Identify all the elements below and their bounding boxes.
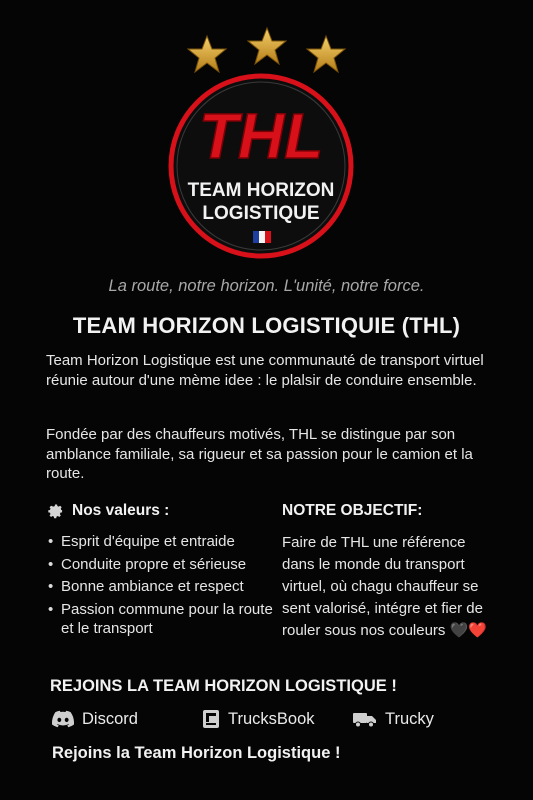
list-item: • Passion commune pour la route et le transport [46,600,286,639]
values-section [46,498,286,642]
values-heading-row [46,498,286,524]
list-item: • Conduite propre et sérieuse [46,555,286,575]
thl-logo [167,72,355,260]
community-links [50,706,510,732]
star-icon [306,34,346,74]
trucksbook-link[interactable] [202,706,315,732]
intro-paragraph: Team Horizon Logistique est une communauté de transport virtuel réunie autour d'une mème idee : le plalsir de conduire ensemble. [46,352,484,389]
logo-name-line2: LOGISTIQUE [202,203,320,224]
trucky-link[interactable] [353,706,434,732]
discord-label: Discord [82,709,138,728]
red-heart-icon: ❤️ [468,622,487,639]
list-item: • Bonne ambiance et respect [46,577,286,597]
gear-icon [46,502,65,521]
black-heart-icon: 🖤 [449,622,469,639]
rating-stars [0,30,533,74]
logo-name-line1: TEAM HORIZON [187,180,335,201]
intro-paragraph: Fondée par des chauffeurs motivés, THL se distingue par son amblance familiale, sa rigueur et sa passion pour le camion et la route. [46,426,473,482]
list-item: • Esprit d'équipe et entraide [46,532,286,552]
objective-section [282,498,502,642]
discord-icon [52,710,74,728]
page-title: TEAM HORIZON LOGISTIQUIE (THL) [72,313,461,338]
objective-heading: NOTRE OBJECTIF: [282,502,423,519]
star-icon [187,34,227,74]
join-footer: Rejoins la Team Horizon Logistique ! [52,744,341,762]
objective-text-block [282,532,502,642]
trucky-label: Trucky [385,709,434,728]
values-heading: Nos valeurs : [72,502,170,519]
logo-abbreviation: THL [198,100,324,172]
truck-icon [353,710,377,728]
discord-link[interactable] [52,706,138,732]
trucksbook-icon [202,709,220,729]
trucksbook-label: TrucksBook [228,709,315,728]
france-flag-icon [253,231,271,243]
objective-text: Faire de THL une référence dans le monde du transport virtuel, où chagu chauffeur se sent valorisé, intégre et fier de rouler sous nos couleurs [282,534,483,639]
tagline: La route, notre horizon. L'unité, notre force. [108,277,425,295]
star-icon [247,26,287,66]
hearts [450,622,487,639]
join-heading: REJOINS LA TEAM HORIZON LOGISTIQUE ! [50,677,397,695]
values-list [46,532,286,639]
